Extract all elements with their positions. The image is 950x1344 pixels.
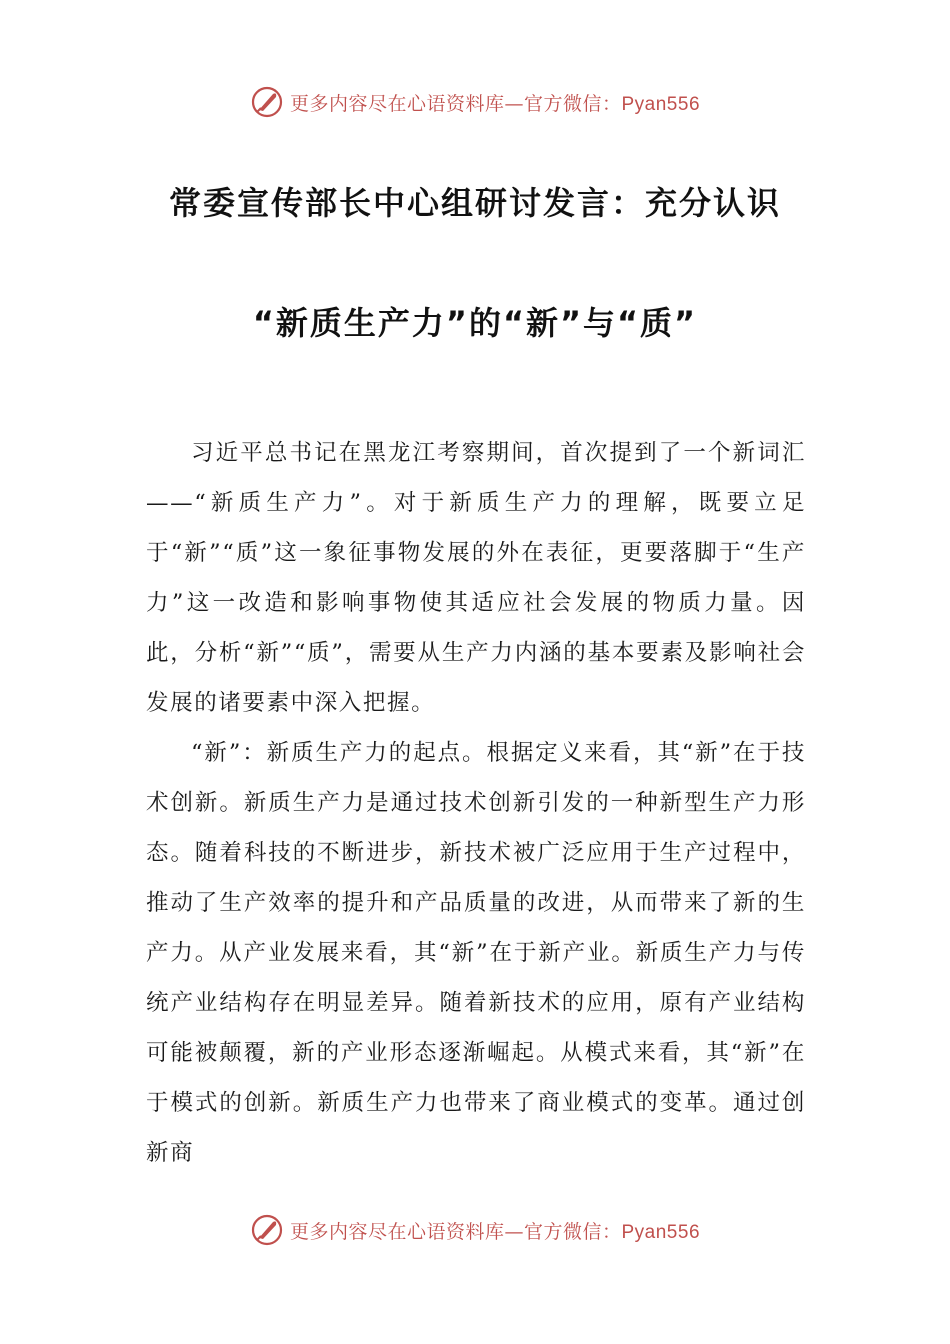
- header-watermark: [0, 80, 950, 124]
- document-title-line-2: “新质生产力”的“新”与“质”: [252, 304, 698, 342]
- quill-pen-logo-icon: [250, 85, 284, 119]
- document-title-line-1: 常委宣传部长中心组研讨发言：充分认识: [168, 184, 781, 222]
- quill-pen-logo-icon: [250, 1213, 284, 1247]
- paragraph: 习近平总书记在黑龙江考察期间，首次提到了一个新词汇——“新质生产力”。对于新质生产力的理解，既要立足于“新”“质”这一象征事物发展的外在表征，更要落脚于“生产力”这一改造和影响事物使其适应社会发展的物质力量。因此，分析“新”“质”，需要从生产力内涵的基本要素及影响社会发展的诸要素中深入把握。: [146, 440, 806, 716]
- watermark-text: 更多内容尽在心语资料库—官方微信：Pyan556: [289, 92, 701, 115]
- watermark-text: 更多内容尽在心语资料库—官方微信：Pyan556: [289, 1220, 701, 1243]
- paragraph: “新”：新质生产力的起点。根据定义来看，其“新”在于技术创新。新质生产力是通过技术创新引发的一种新型生产力形态。随着科技的不断进步，新技术被广泛应用于生产过程中，推动了生产效率的提升和产品质量的改进，从而带来了新的生产力。从产业发展来看，其“新”在于新产业。新质生产力与传统产业结构存在明显差异。随着新技术的应用，原有产业结构可能被颠覆，新的产业形态逐渐崛起。从模式来看，其“新”在于模式的创新。新质生产力也带来了商业模式的变革。通过创新商: [146, 740, 806, 1166]
- footer-watermark: [0, 1208, 950, 1252]
- document-body: [146, 428, 806, 1178]
